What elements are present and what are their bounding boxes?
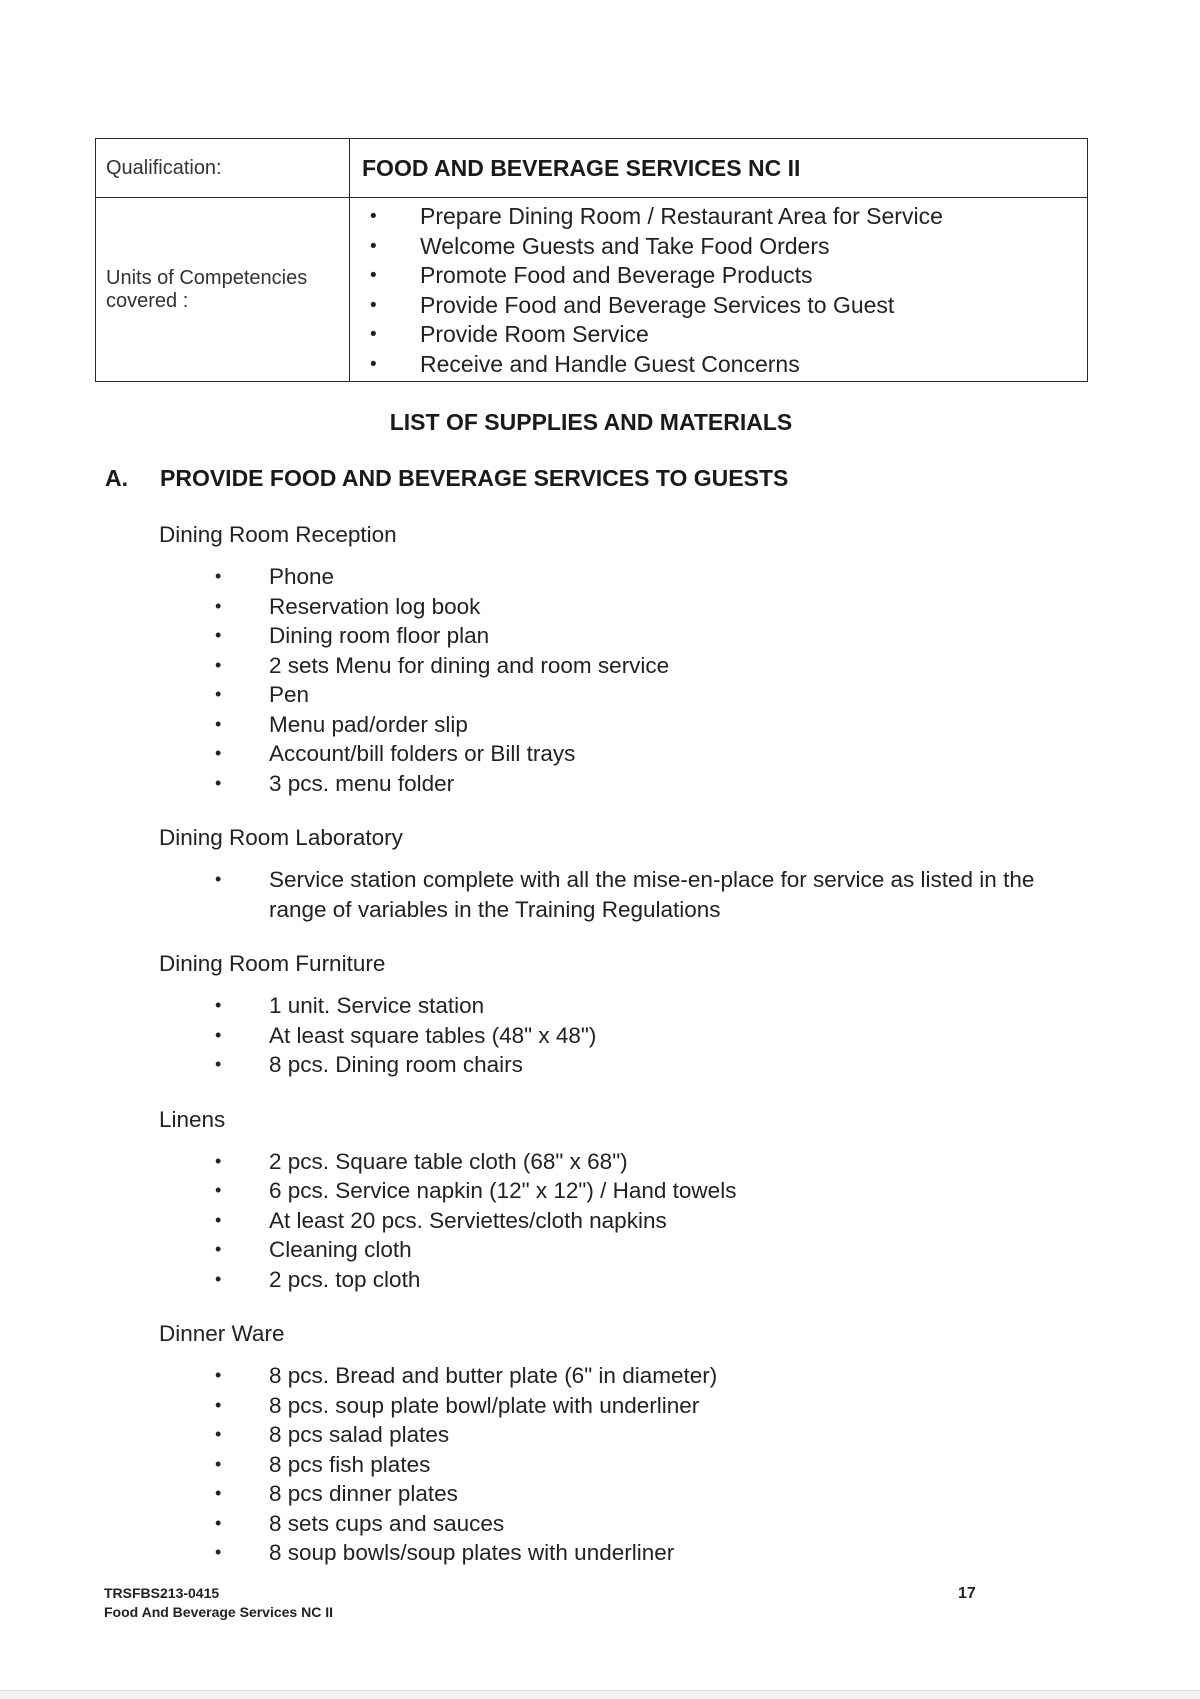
list-item: • 1 unit. Service station bbox=[159, 991, 1079, 1021]
group-items-list bbox=[159, 865, 1079, 924]
list-item: • 3 pcs. menu folder bbox=[159, 769, 1079, 799]
list-item: • 8 pcs. Dining room chairs bbox=[159, 1050, 1079, 1080]
list-item: • 8 pcs. Bread and butter plate (6" in diameter) bbox=[159, 1361, 1079, 1391]
document-title: Food And Beverage Services NC II bbox=[104, 1604, 333, 1620]
list-item: • 2 pcs. top cloth bbox=[159, 1265, 1079, 1295]
page-number: 17 bbox=[958, 1585, 976, 1602]
list-item: • 8 soup bowls/soup plates with underliner bbox=[159, 1538, 1079, 1568]
qualification-label: Qualification: bbox=[96, 139, 350, 198]
list-item: • Account/bill folders or Bill trays bbox=[159, 739, 1079, 769]
units-list bbox=[362, 202, 1075, 379]
list-item: • Dining room floor plan bbox=[159, 621, 1079, 651]
list-item: • Reservation log book bbox=[159, 592, 1079, 622]
units-row bbox=[96, 198, 1088, 382]
list-item: • 2 pcs. Square table cloth (68" x 68") bbox=[159, 1147, 1079, 1177]
group-items-list bbox=[159, 991, 1079, 1080]
unit-item: • Provide Room Service bbox=[362, 320, 1075, 350]
group-title: Dining Room Reception bbox=[159, 522, 397, 547]
page-footer bbox=[104, 1584, 333, 1622]
list-item: • 8 pcs fish plates bbox=[159, 1450, 1079, 1480]
group-items-list bbox=[159, 1147, 1079, 1295]
qualification-table bbox=[95, 138, 1088, 382]
list-item: • 8 pcs dinner plates bbox=[159, 1479, 1079, 1509]
list-item: • 8 pcs salad plates bbox=[159, 1420, 1079, 1450]
list-item: • 2 sets Menu for dining and room service bbox=[159, 651, 1079, 681]
list-item: • 8 sets cups and sauces bbox=[159, 1509, 1079, 1539]
list-item: • Cleaning cloth bbox=[159, 1235, 1079, 1265]
units-label: Units of Competencies covered : bbox=[96, 198, 350, 382]
qualification-value: FOOD AND BEVERAGE SERVICES NC II bbox=[350, 139, 1088, 198]
list-item: • 8 pcs. soup plate bowl/plate with underliner bbox=[159, 1391, 1079, 1421]
section-title: PROVIDE FOOD AND BEVERAGE SERVICES TO GUESTS bbox=[160, 465, 789, 491]
unit-item: • Welcome Guests and Take Food Orders bbox=[362, 232, 1075, 262]
list-item: • 6 pcs. Service napkin (12" x 12") / Hand towels bbox=[159, 1176, 1079, 1206]
supplies-content bbox=[159, 520, 1079, 1593]
list-item: • Menu pad/order slip bbox=[159, 710, 1079, 740]
group-items-list bbox=[159, 1361, 1079, 1568]
document-code: TRSFBS213-0415 bbox=[104, 1585, 220, 1601]
group-title: Linens bbox=[159, 1106, 226, 1132]
section-heading bbox=[105, 465, 788, 492]
group-items-list bbox=[159, 562, 1079, 798]
list-item: • At least 20 pcs. Serviettes/cloth napkins bbox=[159, 1206, 1079, 1236]
list-item: • At least square tables (48" x 48") bbox=[159, 1021, 1079, 1051]
list-item: • Pen bbox=[159, 680, 1079, 710]
main-heading: LIST OF SUPPLIES AND MATERIALS bbox=[389, 409, 793, 435]
section-letter: A. bbox=[105, 465, 128, 491]
unit-item: • Receive and Handle Guest Concerns bbox=[362, 350, 1075, 380]
group-title: Dining Room Laboratory bbox=[159, 825, 403, 850]
list-item: • Service station complete with all the mise-en-place for service as listed in the range of variables in the Training Regulations bbox=[159, 865, 1079, 924]
list-item: • Phone bbox=[159, 562, 1079, 592]
unit-item: • Provide Food and Beverage Services to Guest bbox=[362, 291, 1075, 321]
group-title: Dining Room Furniture bbox=[159, 951, 386, 976]
group-title: Dinner Ware bbox=[159, 1321, 285, 1346]
unit-item: • Prepare Dining Room / Restaurant Area for Service bbox=[362, 202, 1075, 232]
unit-item: • Promote Food and Beverage Products bbox=[362, 261, 1075, 291]
qualification-row bbox=[96, 139, 1088, 198]
